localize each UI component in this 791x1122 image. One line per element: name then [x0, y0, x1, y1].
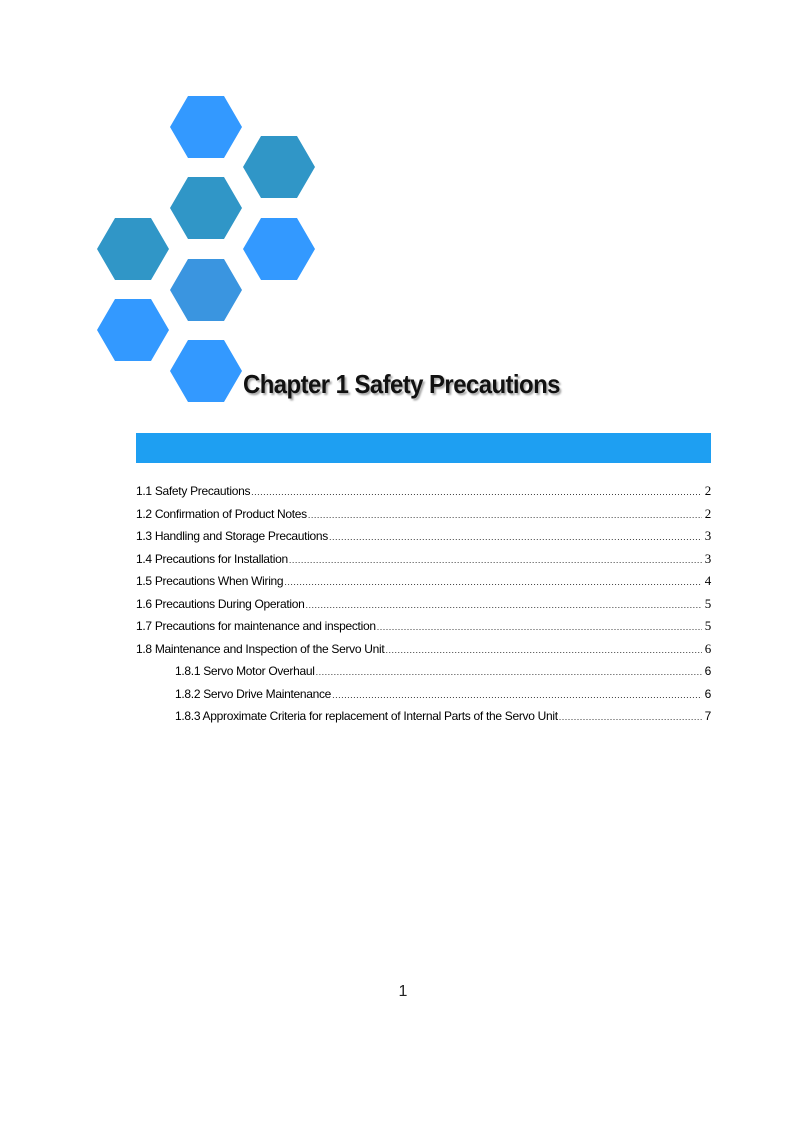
toc-entry-label: 1.2 Confirmation of Product Notes	[136, 506, 307, 521]
toc-entry-page: 2	[704, 483, 711, 498]
page-number: 1	[398, 983, 408, 1000]
toc-leader-dots	[385, 639, 702, 662]
hexagon-8	[170, 340, 242, 402]
toc-entry-page: 3	[704, 528, 711, 543]
toc-leader-dots	[289, 549, 702, 572]
toc-leader-dots	[377, 616, 702, 639]
hexagon-2	[243, 136, 315, 198]
toc-entry-page: 6	[704, 686, 711, 701]
toc-entry-1-5[interactable]	[136, 570, 711, 593]
toc-entry-1-8-3[interactable]	[136, 705, 711, 728]
toc-leader-dots	[559, 706, 702, 729]
toc-entry-1-2[interactable]	[136, 503, 711, 526]
toc-entry-page: 6	[704, 640, 711, 656]
toc-entry-1-8-2[interactable]	[136, 683, 711, 706]
toc-leader-dots	[332, 684, 702, 707]
chapter-header-band	[136, 433, 711, 463]
toc-entry-page: 3	[704, 550, 711, 566]
toc-leader-dots	[329, 526, 702, 549]
toc-entry-page: 5	[704, 618, 711, 633]
toc-entry-label: 1.8.1 Servo Motor Overhaul	[175, 664, 315, 678]
toc-entry-label: 1.8.3 Approximate Criteria for replacement of Internal Parts of the Servo Unit	[175, 709, 558, 723]
hexagon-7	[97, 299, 169, 361]
toc-leader-dots	[308, 504, 702, 527]
toc-entry-label: 1.5 Precautions When Wiring	[136, 574, 284, 588]
toc-entry-label: 1.8 Maintenance and Inspection of the Servo Unit	[136, 641, 385, 656]
toc-leader-dots	[284, 571, 702, 594]
toc-entry-label: 1.3 Handling and Storage Precautions	[136, 529, 329, 543]
hexagon-4	[97, 218, 169, 280]
hexagon-3	[170, 177, 242, 239]
toc-entry-label: 1.4 Precautions for Installation	[136, 551, 288, 566]
hexagon-1	[170, 96, 242, 158]
toc-entry-1-7[interactable]	[136, 615, 711, 638]
toc-entry-page: 5	[704, 595, 711, 611]
toc-entry-1-1[interactable]	[136, 480, 711, 503]
toc-entry-label: 1.7 Precautions for maintenance and inspection	[136, 619, 376, 633]
toc-entry-page: 6	[704, 664, 711, 678]
toc-entry-page: 4	[704, 573, 711, 588]
toc-entry-label: 1.1 Safety Precautions	[136, 484, 251, 498]
toc-entry-1-6[interactable]	[136, 593, 711, 616]
chapter-title: Chapter 1 Safety Precautions	[243, 369, 560, 399]
toc-entry-label: 1.6 Precautions During Operation	[136, 596, 305, 611]
toc-entry-1-4[interactable]	[136, 548, 711, 571]
toc-entry-page: 2	[704, 505, 711, 521]
toc-leader-dots	[306, 594, 702, 617]
toc-entry-1-3[interactable]	[136, 525, 711, 548]
toc-entry-page: 7	[704, 709, 711, 723]
toc-entry-1-8[interactable]	[136, 638, 711, 661]
table-of-contents	[136, 480, 711, 728]
hexagon-6	[170, 259, 242, 321]
toc-leader-dots	[251, 481, 702, 504]
toc-leader-dots	[316, 661, 702, 684]
hexagon-decoration	[0, 0, 340, 420]
toc-entry-1-8-1[interactable]	[136, 660, 711, 683]
hexagon-5	[243, 218, 315, 280]
toc-entry-label: 1.8.2 Servo Drive Maintenance	[175, 686, 332, 701]
